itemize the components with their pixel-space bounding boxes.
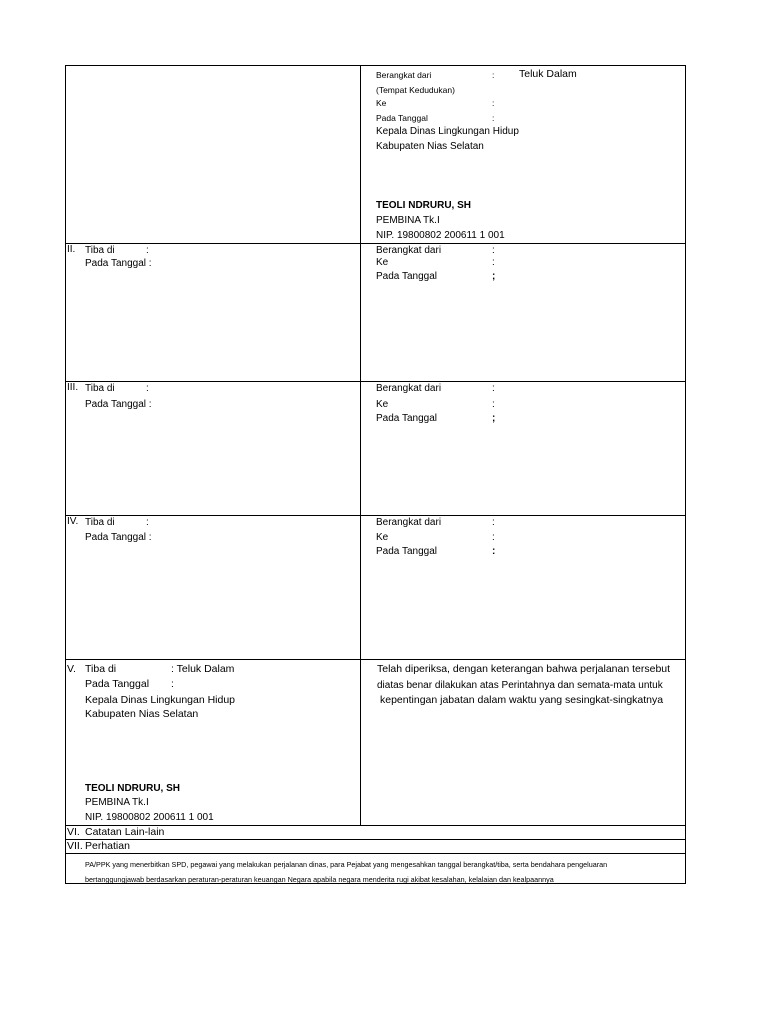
perhatian-note-line-2: bertanggungjawab berdasarkan peraturan-peraturan keuangan Negara apabila negara menderita rugi akibat kesalahan, kelalaian dan kealpaannya bbox=[85, 875, 554, 884]
tiba-di-label: Tiba di bbox=[85, 663, 117, 675]
tiba-di-colon: : bbox=[146, 383, 149, 394]
berangkat-dari-label: Berangkat dari bbox=[376, 70, 432, 80]
perhatian-label: Perhatian bbox=[85, 840, 130, 852]
pada-tanggal-label: Pada Tanggal bbox=[376, 113, 428, 123]
berangkat-dari-colon: : bbox=[492, 70, 495, 80]
pada-tanggal-colon: : bbox=[492, 113, 495, 123]
berangkat-dari-value: Teluk Dalam bbox=[519, 68, 577, 80]
pada-tanggal-label: Pada Tanggal bbox=[376, 413, 437, 424]
tiba-di-label: Tiba di bbox=[85, 245, 115, 256]
berangkat-dari-label: Berangkat dari bbox=[376, 383, 442, 394]
statement-line-3: kepentingan jabatan dalam waktu yang sesingkat-singkatnya bbox=[380, 694, 664, 706]
tiba-di-label: Tiba di bbox=[85, 383, 115, 394]
ke-label: Ke bbox=[376, 532, 389, 543]
row-divider-ii-iii bbox=[66, 381, 685, 382]
row-divider-iv-v bbox=[66, 659, 685, 660]
column-divider bbox=[360, 66, 361, 825]
pejabat-nip: NIP. 19800802 200611 1 001 bbox=[376, 230, 505, 241]
section-number-vi: VI. bbox=[67, 826, 80, 838]
pejabat-nama: TEOLI NDRURU, SH bbox=[376, 200, 471, 211]
ke-colon: : bbox=[492, 98, 495, 108]
tempat-kedudukan-note: (Tempat Kedudukan) bbox=[376, 85, 455, 95]
jabatan-line-1: Kepala Dinas Lingkungan Hidup bbox=[376, 126, 519, 137]
berangkat-dari-colon: : bbox=[492, 245, 495, 256]
row-divider-vi-vii bbox=[66, 839, 685, 840]
berangkat-dari-label: Berangkat dari bbox=[376, 517, 442, 528]
ke-colon: : bbox=[492, 399, 495, 410]
row-divider-vii-note bbox=[66, 853, 685, 854]
ke-colon: : bbox=[492, 257, 495, 268]
ke-label: Ke bbox=[376, 257, 389, 268]
pada-tanggal-label: Pada Tanggal bbox=[376, 271, 437, 282]
pada-tanggal-label: Pada Tanggal bbox=[85, 678, 150, 690]
spd-back-form bbox=[65, 65, 686, 884]
pada-tanggal-colon: ; bbox=[492, 413, 496, 424]
section-number-v: V. bbox=[67, 663, 76, 675]
row-divider-i-ii bbox=[66, 243, 685, 244]
pejabat-pangkat: PEMBINA Tk.I bbox=[376, 215, 440, 226]
tiba-di-colon: : bbox=[146, 517, 149, 528]
berangkat-dari-label: Berangkat dari bbox=[376, 245, 442, 256]
row-divider-iii-iv bbox=[66, 515, 685, 516]
pada-tanggal-colon: : bbox=[171, 678, 174, 690]
section-number-iv: IV. bbox=[67, 516, 79, 527]
section-number-vii: VII. bbox=[67, 840, 83, 852]
tiba-di-label: Tiba di bbox=[85, 517, 115, 528]
jabatan-line-1: Kepala Dinas Lingkungan Hidup bbox=[85, 694, 236, 706]
pejabat-nip: NIP. 19800802 200611 1 001 bbox=[85, 812, 214, 823]
tiba-di-value: : Teluk Dalam bbox=[171, 663, 235, 675]
section-number-ii: II. bbox=[67, 244, 76, 255]
jabatan-line-2: Kabupaten Nias Selatan bbox=[85, 708, 199, 720]
berangkat-dari-colon: : bbox=[492, 517, 495, 528]
statement-line-2: diatas benar dilakukan atas Perintahnya dan semata-mata untuk bbox=[377, 680, 663, 691]
tiba-di-colon: : bbox=[146, 245, 149, 256]
catatan-lain-lain-label: Catatan Lain-lain bbox=[85, 826, 165, 838]
pada-tanggal-label: Pada Tanggal bbox=[376, 546, 437, 557]
pada-tanggal-left: Pada Tanggal : bbox=[85, 399, 152, 410]
perhatian-note-line-1: PA/PPK yang menerbitkan SPD, pegawai yang melakukan perjalanan dinas, para Pejabat yang mengesahkan tanggal berangkat/tiba, serta bendahara pengeluaran bbox=[85, 860, 608, 869]
ke-colon: : bbox=[492, 532, 495, 543]
pada-tanggal-left: Pada Tanggal : bbox=[85, 532, 152, 543]
statement-line-1: Telah diperiksa, dengan keterangan bahwa perjalanan tersebut bbox=[377, 663, 671, 675]
section-number-iii: III. bbox=[67, 382, 79, 393]
ke-label: Ke bbox=[376, 98, 387, 108]
berangkat-dari-colon: : bbox=[492, 383, 495, 394]
pejabat-pangkat: PEMBINA Tk.I bbox=[85, 797, 149, 808]
ke-label: Ke bbox=[376, 399, 389, 410]
pada-tanggal-left: Pada Tanggal : bbox=[85, 258, 152, 269]
pada-tanggal-colon: ; bbox=[492, 271, 496, 282]
pejabat-nama: TEOLI NDRURU, SH bbox=[85, 783, 180, 794]
pada-tanggal-colon: : bbox=[492, 546, 496, 557]
jabatan-line-2: Kabupaten Nias Selatan bbox=[376, 141, 484, 152]
